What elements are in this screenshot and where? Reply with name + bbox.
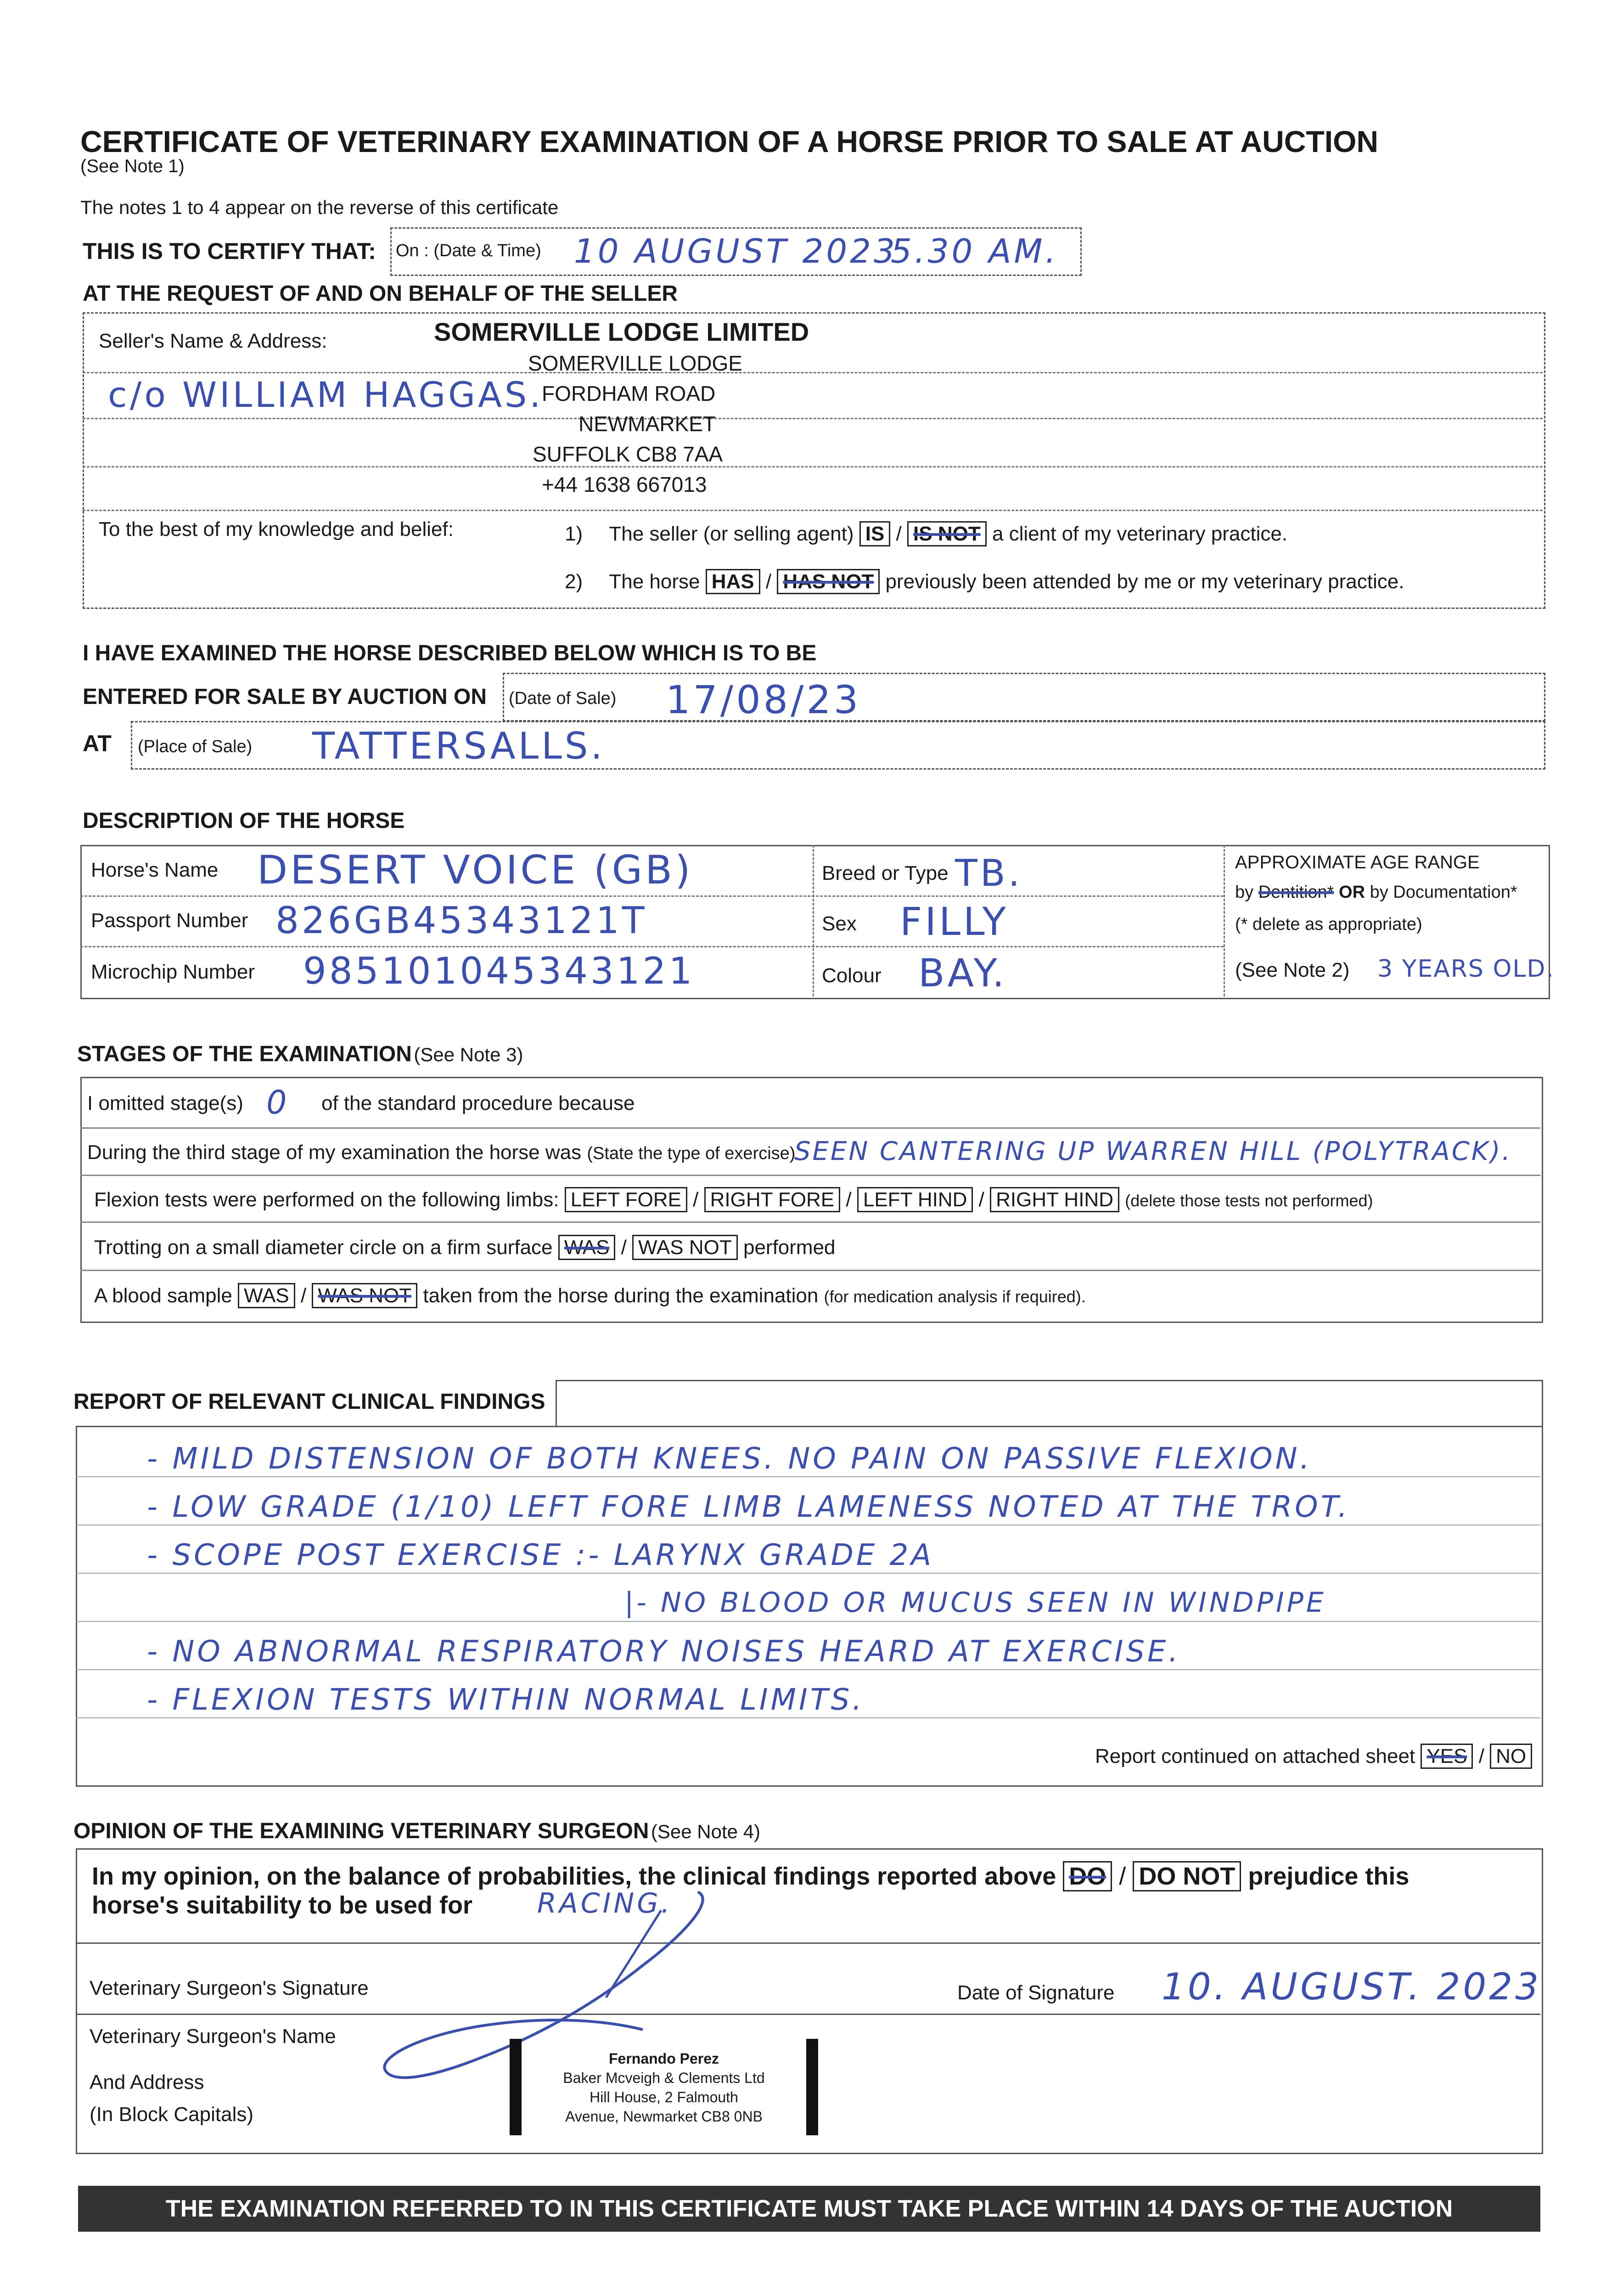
seller-row-line bbox=[83, 372, 1543, 373]
stamp-line: Baker Mcveigh & Clements Ltd bbox=[563, 2070, 765, 2086]
vet-stamp bbox=[510, 2039, 818, 2135]
continued-no-option[interactable]: NO bbox=[1490, 1744, 1532, 1769]
report-continued-row bbox=[1095, 1745, 1532, 1768]
statement-2-number: 2) bbox=[565, 570, 583, 593]
trot-performed: performed bbox=[743, 1236, 836, 1259]
slash: / bbox=[765, 570, 772, 593]
certify-label: THIS IS TO CERTIFY THAT: bbox=[83, 238, 376, 264]
entered-for-sale-label: ENTERED FOR SALE BY AUCTION ON bbox=[83, 685, 487, 709]
age-value[interactable]: 3 YEARS OLD. bbox=[1377, 955, 1555, 983]
opinion-row-line bbox=[76, 2014, 1540, 2015]
address-line: +44 1638 667013 bbox=[542, 473, 707, 496]
at-label: AT bbox=[83, 731, 112, 756]
address-line: FORDHAM ROAD bbox=[542, 382, 716, 405]
sale-date[interactable]: 17/08/23 bbox=[666, 677, 861, 722]
age-or: OR bbox=[1339, 883, 1365, 902]
signature-label: Veterinary Surgeon's Signature bbox=[90, 1977, 369, 1999]
finding-line[interactable]: - MILD DISTENSION OF BOTH KNEES. NO PAIN ON PASSIVE FLEXION. bbox=[147, 1442, 1312, 1476]
stages-row-line bbox=[80, 1175, 1540, 1176]
microchip-number[interactable]: 985101045343121 bbox=[303, 950, 695, 992]
certificate-title: CERTIFICATE OF VETERINARY EXAMINATION OF A HORSE PRIOR TO SALE AT AUCTION bbox=[80, 124, 1379, 158]
sale-date-box bbox=[503, 673, 1545, 721]
stamp-line: Avenue, Newmarket CB8 0NB bbox=[565, 2108, 763, 2125]
is-not-option[interactable]: IS NOT bbox=[907, 521, 987, 546]
right-hind-option[interactable]: RIGHT HIND bbox=[990, 1187, 1119, 1212]
slash: / bbox=[978, 1188, 984, 1211]
microchip-label: Microchip Number bbox=[91, 961, 255, 983]
footer-banner bbox=[78, 2186, 1540, 2232]
block-capitals-label: (In Block Capitals) bbox=[90, 2103, 254, 2126]
seller-row-line bbox=[83, 466, 1543, 467]
do-not-option[interactable]: DO NOT bbox=[1133, 1861, 1241, 1891]
stages-note: (See Note 3) bbox=[414, 1044, 523, 1065]
continued-yes-option[interactable]: YES bbox=[1421, 1744, 1473, 1769]
trot-label: Trotting on a small diameter circle on a firm surface bbox=[94, 1236, 553, 1259]
sale-place-label: (Place of Sale) bbox=[138, 737, 253, 756]
sex-label: Sex bbox=[822, 912, 857, 935]
statement-1-number: 1) bbox=[565, 523, 583, 545]
stages-row-line bbox=[80, 1127, 1540, 1129]
blood-row bbox=[94, 1284, 1086, 1307]
date-time-label: On : (Date & Time) bbox=[396, 241, 541, 260]
ruled-line bbox=[76, 1621, 1540, 1622]
finding-line[interactable]: - SCOPE POST EXERCISE :- LARYNX GRADE 2A bbox=[147, 1538, 934, 1572]
finding-line[interactable]: |- NO BLOOD OR MUCUS SEEN IN WINDPIPE bbox=[624, 1587, 1326, 1619]
omitted-stages-value[interactable]: 0 bbox=[266, 1084, 290, 1121]
blood-label: A blood sample bbox=[94, 1284, 232, 1307]
report-continued-label: Report continued on attached sheet bbox=[1095, 1745, 1415, 1767]
sale-date-label: (Date of Sale) bbox=[509, 689, 617, 708]
statement-1 bbox=[565, 523, 1287, 546]
third-stage-label bbox=[87, 1141, 795, 1164]
do-option[interactable]: DO bbox=[1063, 1861, 1112, 1891]
finding-line[interactable]: - LOW GRADE (1/10) LEFT FORE LIMB LAMENESS NOTED AT THE TROT. bbox=[147, 1490, 1350, 1524]
address-line: SOMERVILLE LODGE bbox=[528, 351, 742, 375]
description-heading: DESCRIPTION OF THE HORSE bbox=[83, 809, 405, 833]
examined-heading: I HAVE EXAMINED THE HORSE DESCRIBED BELOW WHICH IS TO BE bbox=[83, 641, 817, 665]
stages-row-line bbox=[80, 1270, 1540, 1271]
surgeon-name-label: Veterinary Surgeon's Name bbox=[90, 2025, 336, 2048]
passport-label: Passport Number bbox=[91, 909, 248, 932]
blood-was-option[interactable]: WAS bbox=[238, 1283, 295, 1308]
description-row-line bbox=[80, 895, 1224, 897]
knowledge-label: To the best of my knowledge and belief: bbox=[99, 518, 454, 540]
slash: / bbox=[846, 1188, 852, 1211]
breed-value[interactable]: TB. bbox=[955, 852, 1023, 895]
see-note-1: (See Note 1) bbox=[80, 156, 185, 176]
seller-section bbox=[83, 312, 1545, 609]
opinion-note: (See Note 4) bbox=[651, 1821, 761, 1842]
horse-name[interactable]: DESERT VOICE (GB) bbox=[257, 847, 693, 893]
flexion-row bbox=[94, 1188, 1373, 1211]
stages-heading bbox=[77, 1041, 523, 1067]
age-range-heading: APPROXIMATE AGE RANGE bbox=[1235, 852, 1480, 872]
seller-name-label: Seller's Name & Address: bbox=[99, 330, 327, 352]
has-option[interactable]: HAS bbox=[706, 569, 760, 594]
finding-line[interactable]: - NO ABNORMAL RESPIRATORY NOISES HEARD AT EXERCISE. bbox=[147, 1635, 1181, 1669]
left-fore-option[interactable]: LEFT FORE bbox=[565, 1187, 687, 1212]
description-row-line bbox=[80, 946, 1224, 947]
statement-1-end: a client of my veterinary practice. bbox=[992, 523, 1288, 545]
statement-1-text: The seller (or selling agent) bbox=[609, 523, 854, 545]
sex-value[interactable]: FILLY bbox=[900, 899, 1009, 944]
opinion-row-line bbox=[76, 1942, 1540, 1944]
third-stage-text: During the third stage of my examination the horse was bbox=[87, 1141, 582, 1164]
date-of-signature-label: Date of Signature bbox=[957, 1981, 1115, 2004]
suitability-value[interactable]: RACING. bbox=[537, 1887, 673, 1919]
left-hind-option[interactable]: LEFT HIND bbox=[857, 1187, 973, 1212]
date-of-signature[interactable]: 10. AUGUST. 2023 bbox=[1162, 1965, 1542, 2008]
flexion-note: (delete those tests not performed) bbox=[1125, 1191, 1373, 1210]
seller-address bbox=[528, 348, 742, 500]
passport-number[interactable]: 826GB45343121T bbox=[275, 899, 647, 942]
seller-care-of[interactable]: c/o WILLIAM HAGGAS. bbox=[108, 374, 544, 415]
colour-value[interactable]: BAY. bbox=[918, 951, 1007, 996]
description-divider bbox=[813, 845, 814, 996]
statement-2-end: previously been attended by me or my veterinary practice. bbox=[885, 570, 1404, 593]
sale-place[interactable]: TATTERSALLS. bbox=[312, 725, 605, 767]
age-by: by bbox=[1235, 883, 1254, 902]
third-stage-note: (State the type of exercise) bbox=[587, 1144, 796, 1163]
suitability-label: horse's suitability to be used for bbox=[92, 1891, 472, 1919]
seller-row-line bbox=[83, 418, 1543, 419]
is-option[interactable]: IS bbox=[859, 521, 891, 546]
breed-label: Breed or Type bbox=[822, 862, 949, 884]
age-documentation-option[interactable]: by Documentation* bbox=[1370, 883, 1517, 902]
slash: / bbox=[621, 1236, 627, 1259]
seller-heading: AT THE REQUEST OF AND ON BEHALF OF THE SELLER bbox=[83, 281, 678, 306]
opinion-statement-text: In my opinion, on the balance of probabilities, the clinical findings reported above bbox=[92, 1863, 1056, 1890]
slash: / bbox=[896, 523, 902, 545]
omitted-stages-reason-label: of the standard procedure because bbox=[321, 1092, 635, 1114]
slash: / bbox=[300, 1284, 307, 1307]
statement-2 bbox=[565, 570, 1404, 593]
address-line: NEWMARKET bbox=[578, 412, 716, 436]
right-fore-option[interactable]: RIGHT FORE bbox=[704, 1187, 841, 1212]
trot-was-not-option[interactable]: WAS NOT bbox=[632, 1235, 738, 1260]
seller-row-line bbox=[83, 510, 1543, 511]
age-see-note: (See Note 2) bbox=[1235, 959, 1350, 981]
seller-company: SOMERVILLE LODGE LIMITED bbox=[434, 317, 809, 346]
finding-line[interactable]: - FLEXION TESTS WITHIN NORMAL LIMITS. bbox=[147, 1683, 865, 1717]
flexion-label: Flexion tests were performed on the following limbs: bbox=[94, 1188, 559, 1211]
stamp-line: Hill House, 2 Falmouth bbox=[590, 2089, 738, 2105]
exam-date[interactable]: 10 AUGUST 2023 bbox=[574, 232, 898, 270]
third-stage-value[interactable]: SEEN CANTERING UP WARREN HILL (POLYTRACK). bbox=[794, 1137, 1512, 1166]
trot-row bbox=[94, 1236, 836, 1259]
trot-was-option[interactable]: WAS bbox=[558, 1235, 616, 1260]
age-delete-note: (* delete as appropriate) bbox=[1235, 915, 1422, 934]
omitted-stages-label: I omitted stage(s) bbox=[87, 1092, 243, 1114]
blood-was-not-option[interactable]: WAS NOT bbox=[312, 1283, 417, 1308]
ruled-line bbox=[76, 1573, 1540, 1574]
slash: / bbox=[1478, 1745, 1484, 1767]
address-label: And Address bbox=[90, 2071, 204, 2093]
findings-heading: REPORT OF RELEVANT CLINICAL FINDINGS bbox=[73, 1390, 545, 1414]
address-line: SUFFOLK CB8 7AA bbox=[533, 442, 723, 466]
ruled-line bbox=[76, 1476, 1540, 1477]
ruled-line bbox=[76, 1717, 1540, 1718]
slash: / bbox=[1119, 1863, 1126, 1890]
footer-banner-text: THE EXAMINATION REFERRED TO IN THIS CERTIFICATE MUST TAKE PLACE WITHIN 14 DAYS OF THE AUCTION bbox=[165, 2195, 1453, 2222]
stages-title: STAGES OF THE EXAMINATION bbox=[77, 1042, 412, 1066]
opinion-title: OPINION OF THE EXAMINING VETERINARY SURGEON bbox=[73, 1819, 649, 1843]
stages-row-line bbox=[80, 1221, 1540, 1223]
blood-taken: taken from the horse during the examination bbox=[423, 1284, 819, 1307]
blood-note: (for medication analysis if required). bbox=[824, 1287, 1086, 1306]
horse-name-label: Horse's Name bbox=[91, 859, 219, 881]
statement-2-text: The horse bbox=[609, 570, 700, 593]
colour-label: Colour bbox=[822, 964, 882, 987]
age-method bbox=[1235, 883, 1517, 902]
description-divider bbox=[1224, 845, 1225, 996]
notes-line: The notes 1 to 4 appear on the reverse of this certificate bbox=[80, 197, 559, 218]
opinion-heading bbox=[73, 1818, 760, 1844]
slash: / bbox=[693, 1188, 699, 1211]
age-dentition-option[interactable]: Dentition* bbox=[1258, 883, 1334, 902]
findings-title-box bbox=[556, 1380, 1543, 1427]
opinion-statement-end: prejudice this bbox=[1248, 1863, 1410, 1890]
stamp-line: Fernando Perez bbox=[608, 2050, 719, 2067]
ruled-line bbox=[76, 1669, 1540, 1670]
has-not-option[interactable]: HAS NOT bbox=[777, 569, 880, 594]
exam-time[interactable]: 5.30 AM. bbox=[891, 232, 1059, 270]
